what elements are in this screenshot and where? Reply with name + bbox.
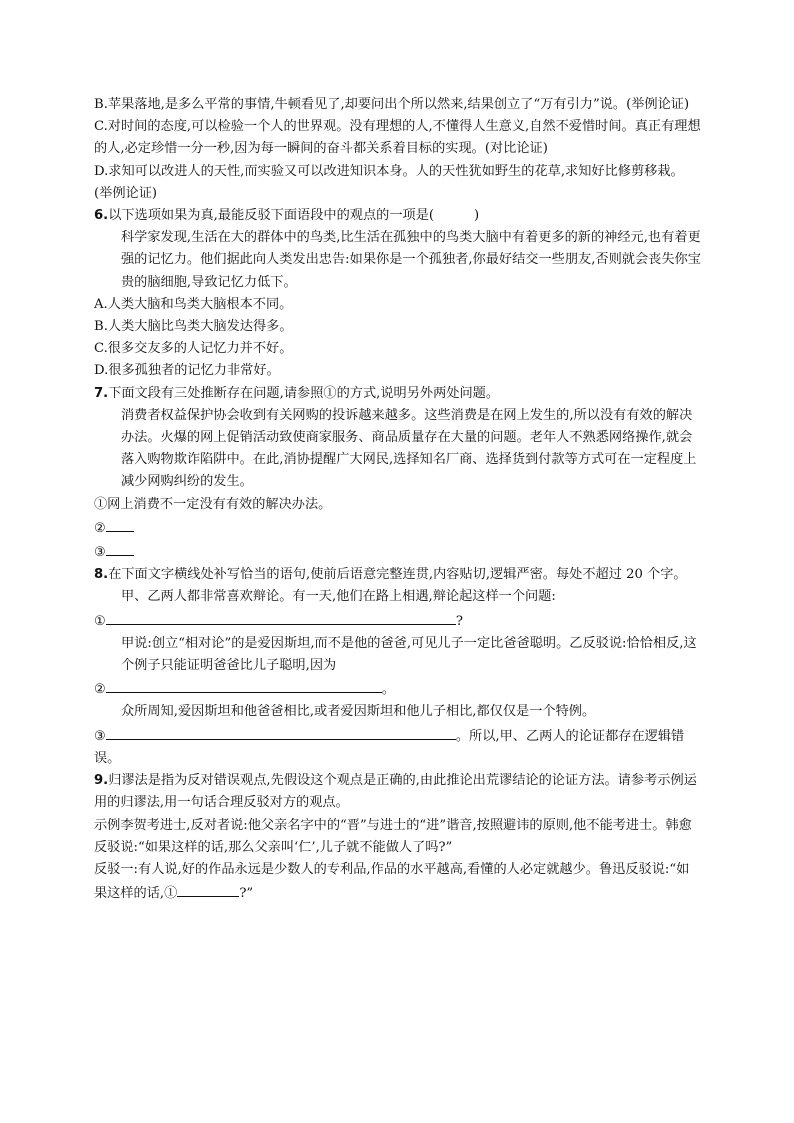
q7-stem-text: 下面文段有三处推断存在问题,请参照①的方式,说明另外两处问题。 [108,385,500,401]
q9-blank-1[interactable] [177,881,239,897]
q6-passage: 科学家发现,生活在大的群体中的鸟类,比生活在孤独中的鸟类大脑中有着更多的新的神经元,也有着更强的记忆力。他们据此向人类发出忠告:如果你是一个孤独者,你最好结交一些朋友,否则就会丧失你宝贵的脑细胞,导致记忆力低下。 [121,230,701,290]
q8-line-2 [94,677,701,701]
q9-example: 示例李贺考进士,反对者说:他父亲名字中的“晋”与进士的“进”谐音,按照避讳的原则,他不能考进士。韩愈反驳说:“如果这样的话,那么父亲叫‘仁’,儿子就不能做人了吗?” [94,817,692,855]
q8-passage-2: 甲说:创立“相对论”的是爱因斯坦,而不是他的爸爸,可见儿子一定比爸爸聪明。乙反驳说:恰恰相反,这个例子只能证明爸爸比儿子聪明,因为 [121,635,697,674]
q9-blank-label: ① [164,886,178,902]
q5-option-c-text: C.对时间的态度,可以检验一个人的世界观。没有理想的人,不懂得人生意义,自然不爱惜时间。真正有理想的人,必定珍惜一分一秒,因为每一瞬间的奋斗都关系着目标的实现。(对比论证) [94,119,701,157]
q8-stem-text: 在下面文字横线处补写恰当的语句,使前后语意完整连贯,内容贴切,逻辑严密。每处不超过 20 个字。 [108,567,687,583]
q8-number: 8. [94,567,109,583]
q5-option-c [94,116,701,160]
q9-blank-after: ?” [239,886,254,902]
q7-blank-2[interactable] [106,516,134,532]
q6-option-d: D.很多孤独者的记忆力非常好。 [94,363,280,379]
q9-stem [94,770,701,814]
q7-answer-3 [94,540,701,564]
q8-line-1 [94,609,701,633]
q9-stem-text: 归谬法是指为反对错误观点,先假设这个观点是正确的,由此推论出荒谬结论的论证方法。请参考示例运用的归谬法,用一句话合理反驳对方的观点。 [94,773,697,811]
q8-line-3 [94,724,701,770]
document-content [94,94,701,905]
q6-number: 6. [94,208,109,224]
q8-intro: 甲、乙两人都非常喜欢辩论。有一天,他们在路上相遇,辩论起这样一个问题: [121,589,556,605]
q8-blank-2[interactable] [106,677,382,693]
q8-blank-2-after: 。 [381,682,396,698]
q9-rebuttal-1-text: 反驳一:有人说,好的作品永远是少数人的专利品,作品的水平越高,看懂的人必定就越少。鲁迅反驳说:“如果这样的话, [94,861,690,902]
q8-blank-1-after: ? [455,613,463,629]
q8-blank-1-label: ① [94,613,106,629]
q6-option-a: A.人类大脑和鸟类大脑根本不同。 [94,296,293,312]
q7-number: 7. [94,385,109,401]
q5-option-b-text: B.苹果落地,是多么平常的事情,牛顿看见了,却要问出个所以然来,结果创立了“万有引力”说。(举例论证) [94,97,690,112]
q7-example-answer: ①网上消费不一定没有有效的解决办法。 [94,496,332,512]
q6-stem-end: ) [474,208,480,224]
q7-passage: 消费者权益保护协会收到有关网购的投诉越来越多。这些消费是在网上发生的,所以没有有效的解决办法。火爆的网上促销活动致使商家服务、商品质量存在大量的问题。老年人不熟悉网络操作,就会落入购物欺诈陷阱中。在此,消协提醒广大网民,选择知名厂商、选择货到付款等方式可在一定程度上减少网购纠纷的发生。 [121,407,697,490]
q6-option-b: B.人类大脑比鸟类大脑发达得多。 [94,319,293,335]
q5-option-d-text: D.求知可以改进人的天性,而实验又可以改进知识本身。人的天性犹如野生的花草,求知好比修剪移栽。(举例论证) [94,163,684,201]
q6-stem [94,205,701,227]
q7-blank-3-label: ③ [94,545,106,561]
q5-option-b [94,94,701,116]
q7-blank-3[interactable] [106,540,134,556]
q8-blank-1[interactable] [106,609,456,625]
q7-answer-2 [94,516,701,540]
q6-stem-text: 以下选项如果为真,最能反驳下面语段中的观点的一项是( [108,208,435,224]
q9-rebuttal-1 [94,859,701,905]
q8-blank-2-label: ② [94,682,106,698]
q8-stem [94,564,701,586]
q9-number: 9. [94,773,109,789]
q5-option-d [94,161,701,205]
q7-blank-2-label: ② [94,520,106,536]
q8-blank-3[interactable] [106,724,456,740]
q8-passage-3: 众所周知,爱因斯坦和他爸爸相比,或者爱因斯坦和他儿子相比,都仅仅是一个特例。 [121,704,596,720]
q6-option-c: C.很多交友多的人记忆力并不好。 [94,341,293,357]
q8-blank-3-after: 。所以,甲、乙两人的论证都存在逻辑错误。 [94,728,685,766]
q7-stem [94,383,701,405]
q8-blank-3-label: ③ [94,728,106,744]
